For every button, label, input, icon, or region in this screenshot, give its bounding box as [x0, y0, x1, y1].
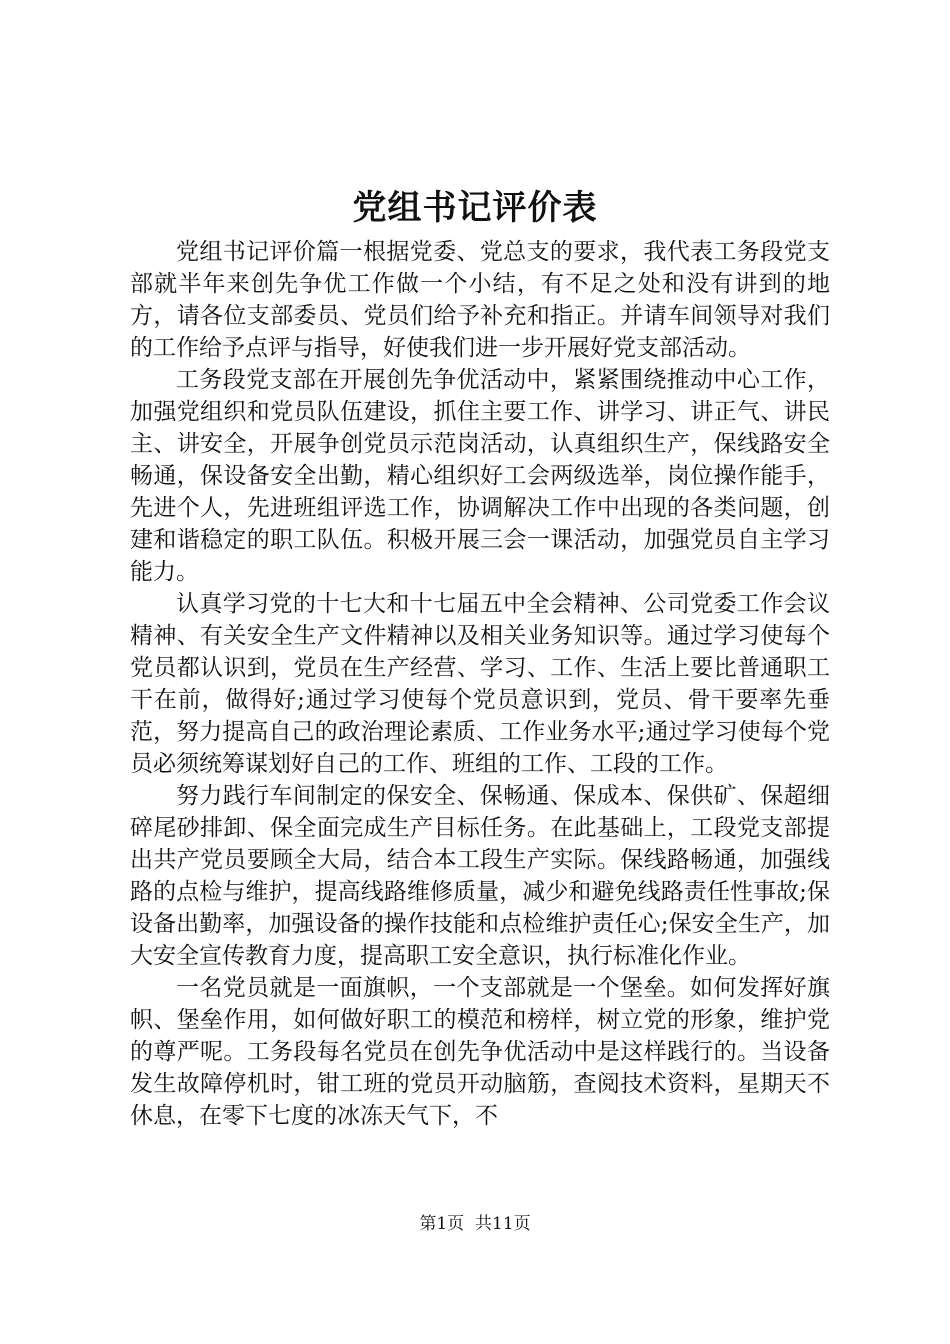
- paragraph: 认真学习党的十七大和十七届五中全会精神、公司党委工作会议精神、有关安全生产文件精神以及相关业务知识等。通过学习使每个党员都认识到，党员在生产经营、学习、工作、生活上要比普通职工干在前，做得好;通过学习使每个党员意识到，党员、骨干要率先垂范，努力提高自己的政治理论素质、工作业务水平;通过学习使每个党员必须统筹谋划好自己的工作、班组的工作、工段的工作。: [130, 591, 830, 777]
- paragraph: 党组书记评价篇一根据党委、党总支的要求，我代表工务段党支部就半年来创先争优工作做一个小结，有不足之处和没有讲到的地方，请各位支部委员、党员们给予补充和指正。并请车间领导对我们的工作给予点评与指导，好使我们进一步开展好党支部活动。: [130, 239, 830, 361]
- page-total: 共11页: [475, 1214, 531, 1234]
- page-number: 第1页: [419, 1214, 465, 1234]
- document-title: 党组书记评价表: [352, 188, 598, 228]
- paragraph: 工务段党支部在开展创先争优活动中，紧紧围绕推动中心工作，加强党组织和党员队伍建设，抓住主要工作、讲学习、讲正气、讲民主、讲安全，开展争创党员示范岗活动，认真组织生产，保线路安全畅通，保设备安全出勤，精心组织好工会两级选举，岗位操作能手，先进个人，先进班组评选工作，协调解决工作中出现的各类问题，创建和谐稳定的职工队伍。积极开展三会一课活动，加强党员自主学习能力。: [130, 367, 830, 585]
- paragraph: 努力践行车间制定的保安全、保畅通、保成本、保供矿、保超细碎尾砂排卸、保全面完成生产目标任务。在此基础上，工段党支部提出共产党员要顾全大局，结合本工段生产实际。保线路畅通，加强线路的点检与维护，提高线路维修质量，减少和避免线路责任性事故;保设备出勤率，加强设备的操作技能和点检维护责任心;保安全生产，加大安全宣传教育力度，提高职工安全意识，执行标准化作业。: [130, 783, 830, 969]
- document-body: [130, 236, 830, 1132]
- paragraph: 一名党员就是一面旗帜，一个支部就是一个堡垒。如何发挥好旗帜、堡垒作用，如何做好职工的模范和榜样，树立党的形象，维护党的尊严呢。工务段每名党员在创先争优活动中是这样践行的。当设备发生故障停机时，钳工班的党员开动脑筋，查阅技术资料，星期天不休息，在零下七度的冰冻天气下，不: [130, 975, 830, 1129]
- page-footer: [0, 1212, 950, 1236]
